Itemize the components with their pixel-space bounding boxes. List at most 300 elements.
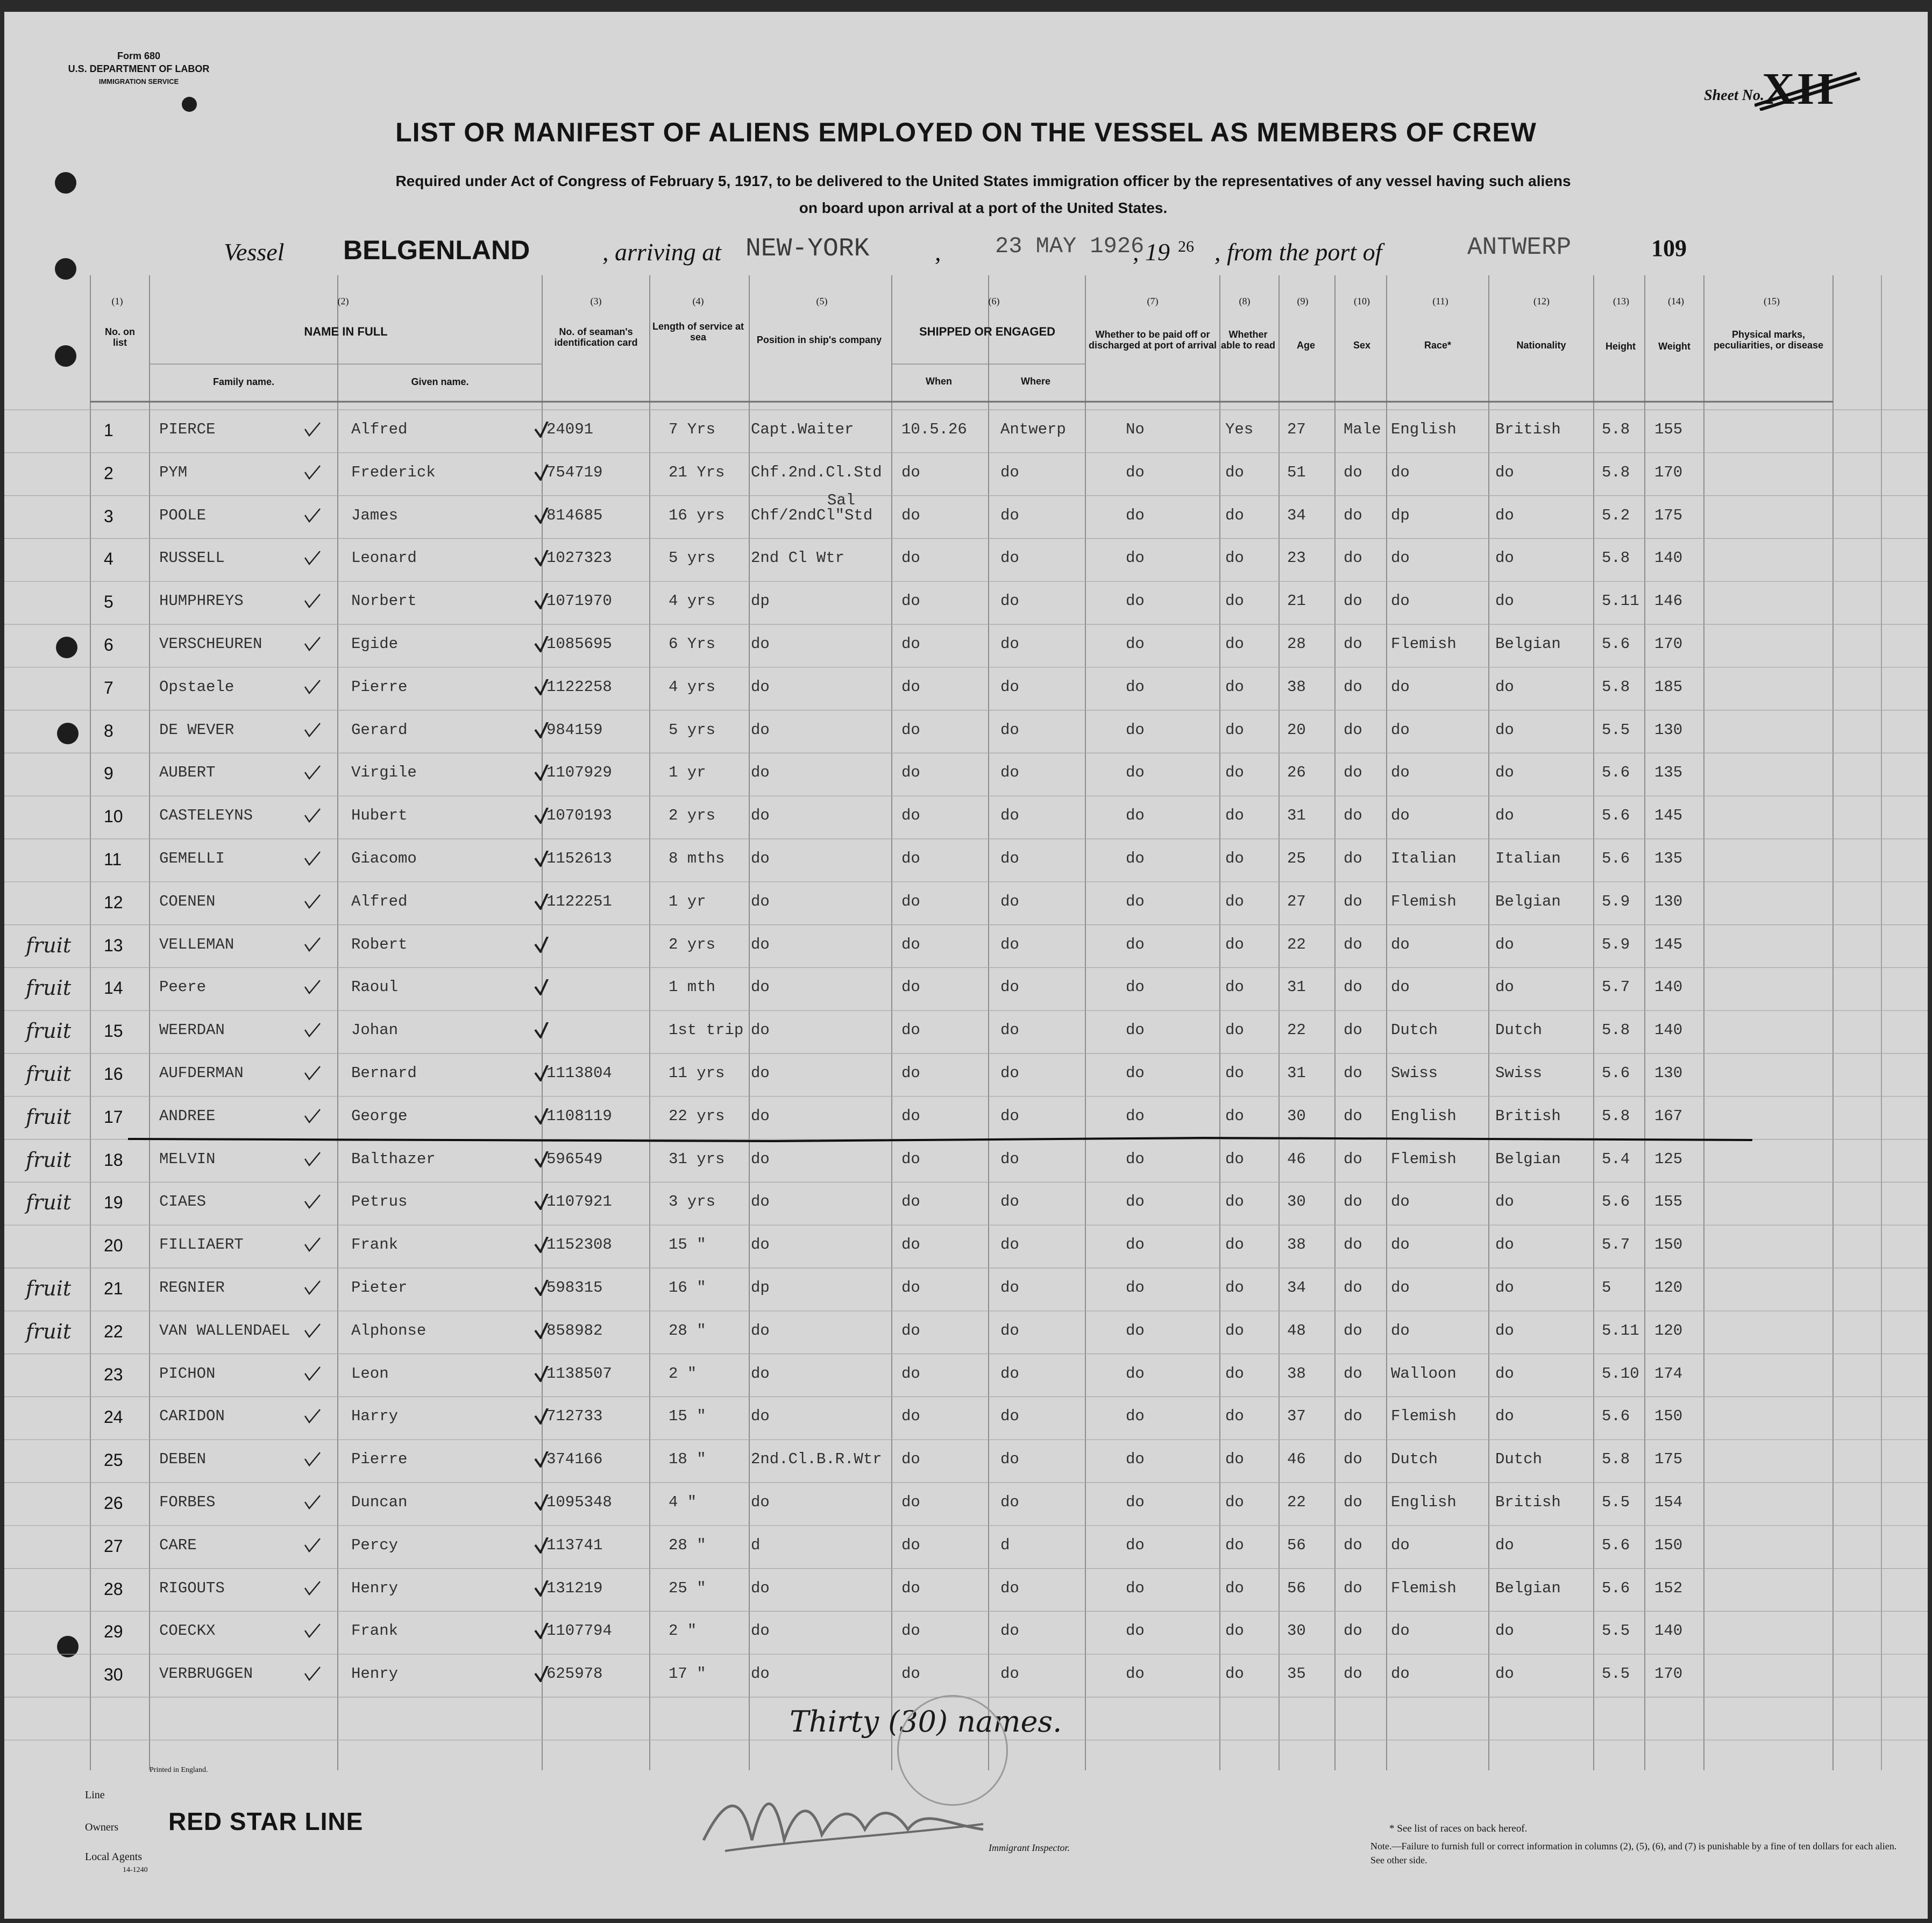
sex: do (1344, 978, 1362, 996)
shipped-when: do (901, 1279, 920, 1297)
height: 5.6 (1602, 1579, 1630, 1597)
check-mark-icon (534, 979, 553, 995)
age: 37 (1287, 1407, 1306, 1426)
position: do (751, 1107, 770, 1125)
margin-note: fruit (26, 1148, 72, 1172)
age: 34 (1287, 1279, 1306, 1297)
paid-off: do (1126, 807, 1145, 825)
age: 38 (1287, 1364, 1306, 1383)
row-number: 11 (104, 850, 122, 869)
id-card-number: 1113804 (546, 1064, 612, 1082)
age: 30 (1287, 1193, 1306, 1211)
able-to-read: do (1225, 1064, 1244, 1082)
given-name: Balthazer (351, 1150, 436, 1168)
age: 27 (1287, 892, 1306, 910)
arriving-port: NEW-YORK (745, 234, 870, 263)
id-card-number: 1108119 (546, 1107, 612, 1125)
race: do (1391, 807, 1410, 825)
able-to-read: do (1225, 506, 1244, 524)
able-to-read: do (1225, 1622, 1244, 1640)
age: 56 (1287, 1579, 1306, 1597)
able-to-read: do (1225, 463, 1244, 481)
table-row (4, 1311, 1928, 1354)
service-length: 4 " (669, 1493, 697, 1511)
age: 31 (1287, 807, 1306, 825)
height: 5.6 (1602, 764, 1630, 782)
total-names-note: Thirty (30) names. (790, 1705, 1062, 1739)
family-name: POOLE (159, 506, 207, 524)
service-length: 16 " (669, 1279, 706, 1297)
paid-off: do (1126, 678, 1145, 696)
service-length: 18 " (669, 1450, 706, 1469)
table-row (4, 667, 1928, 710)
table-row (4, 1053, 1928, 1096)
nationality: Belgian (1495, 1150, 1561, 1168)
column-number: (15) (1764, 296, 1780, 307)
height: 5.10 (1602, 1364, 1639, 1383)
weight: 120 (1654, 1279, 1683, 1297)
position: do (751, 935, 770, 953)
nationality: do (1495, 678, 1514, 696)
able-to-read: do (1225, 1493, 1244, 1511)
table-row (4, 491, 1928, 539)
nationality: do (1495, 506, 1514, 524)
table-row (4, 1225, 1928, 1268)
check-mark-icon (303, 1494, 322, 1511)
header-name-in-full: NAME IN FULL (304, 325, 388, 338)
column-number: (7) (1147, 296, 1159, 307)
given-name: Pieter (351, 1279, 408, 1297)
row-number: 26 (104, 1493, 123, 1513)
header-weight: Weight (1658, 341, 1690, 352)
shipped-where: do (1000, 1236, 1019, 1254)
column-number: (8) (1239, 296, 1251, 307)
subtitle-line-1: Required under Act of Congress of February 5, 1917, to be delivered to the United States immigration officer by the representatives of any vessel having such aliens (395, 173, 1571, 189)
nationality: do (1495, 721, 1514, 739)
paid-off: do (1126, 1493, 1145, 1511)
shipped-when: do (901, 1450, 920, 1469)
check-mark-icon (534, 1022, 553, 1038)
check-mark-icon (303, 1194, 322, 1210)
id-card-number: 814685 (546, 506, 603, 524)
race: do (1391, 678, 1410, 696)
nationality: do (1495, 463, 1514, 481)
nationality: Swiss (1495, 1064, 1543, 1082)
shipped-when: do (901, 1236, 920, 1254)
position: Chf.2nd.Cl.Std (751, 463, 882, 481)
paid-off: do (1126, 1193, 1145, 1211)
check-mark-icon (303, 979, 322, 995)
paid-off: do (1126, 1536, 1145, 1554)
id-card-number: 598315 (546, 1279, 603, 1297)
page-subtitle (257, 168, 1709, 222)
family-name: COENEN (159, 892, 216, 910)
family-name: CARIDON (159, 1407, 225, 1426)
nationality: do (1495, 1364, 1514, 1383)
sex: do (1344, 1107, 1362, 1125)
shipped-where: do (1000, 1107, 1019, 1125)
id-card-number: 1138507 (546, 1364, 612, 1383)
service-length: 1 yr (669, 764, 706, 782)
paid-off: do (1126, 1407, 1145, 1426)
check-mark-icon (534, 636, 553, 652)
check-mark-icon (534, 1065, 553, 1081)
sex: Male (1344, 421, 1381, 438)
row-number: 19 (104, 1193, 123, 1213)
race-footnote: * See list of races on back hereof. (1389, 1823, 1528, 1834)
service-name: IMMIGRATION SERVICE (98, 77, 179, 86)
given-name: Egide (351, 635, 399, 653)
check-mark-icon (534, 937, 553, 953)
sex: do (1344, 1150, 1362, 1168)
margin-note: fruit (26, 1191, 72, 1215)
service-length: 6 Yrs (669, 635, 716, 653)
family-name: PIERCE (159, 421, 216, 438)
inspector-label: Immigrant Inspector. (989, 1842, 1070, 1853)
paid-off: do (1126, 1236, 1145, 1254)
table-row (4, 581, 1928, 624)
race: do (1391, 463, 1410, 481)
age: 22 (1287, 935, 1306, 953)
service-length: 7 Yrs (669, 421, 716, 438)
able-to-read: do (1225, 1193, 1244, 1211)
nationality: do (1495, 1665, 1514, 1683)
service-length: 3 yrs (669, 1193, 716, 1211)
row-number: 8 (104, 721, 113, 740)
check-mark-icon (534, 1108, 553, 1124)
sheet-number-scribble (1755, 68, 1862, 111)
shipped-where: do (1000, 1064, 1019, 1082)
nationality: do (1495, 1622, 1514, 1640)
sheet-label: Sheet No. (1704, 87, 1764, 104)
row-number: 14 (104, 978, 123, 998)
from-label: , from the port of (1214, 238, 1382, 266)
weight: 135 (1654, 850, 1683, 867)
header-able-read: Whether able to read (1220, 329, 1276, 351)
position: do (751, 1407, 770, 1426)
nationality: do (1495, 592, 1514, 610)
paid-off: do (1126, 1107, 1145, 1125)
age: 51 (1287, 463, 1306, 481)
sex: do (1344, 850, 1362, 867)
shipped-where: do (1000, 635, 1019, 653)
id-card-number: 1152613 (546, 850, 612, 867)
shipped-where: do (1000, 463, 1019, 481)
shipped-when: do (901, 892, 920, 910)
weight: 150 (1654, 1236, 1683, 1254)
position: do (751, 1364, 770, 1383)
id-card-number: 131219 (546, 1579, 603, 1597)
header-no-on-list: No. on list (105, 326, 135, 348)
table-row (4, 1139, 1928, 1183)
able-to-read: do (1225, 1236, 1244, 1254)
id-card-number: 596549 (546, 1150, 603, 1168)
table-row (4, 1397, 1928, 1440)
service-length: 17 " (669, 1665, 706, 1683)
paid-off: do (1126, 463, 1145, 481)
age: 21 (1287, 592, 1306, 610)
given-name: Gerard (351, 721, 408, 739)
given-name: Johan (351, 1021, 399, 1039)
sex: do (1344, 506, 1362, 524)
check-mark-icon (534, 1666, 553, 1682)
id-card-number: 858982 (546, 1321, 603, 1340)
header-race: Race* (1424, 340, 1452, 351)
height: 5.5 (1602, 1622, 1630, 1640)
height: 5.8 (1602, 421, 1630, 438)
weight: 130 (1654, 892, 1683, 910)
row-number: 9 (104, 764, 113, 784)
age: 25 (1287, 850, 1306, 867)
height: 5.8 (1602, 1107, 1630, 1125)
age: 38 (1287, 678, 1306, 696)
able-to-read: do (1225, 1536, 1244, 1554)
paid-off: do (1126, 1321, 1145, 1340)
given-name: Henry (351, 1665, 399, 1683)
id-card-number: 1095348 (546, 1493, 612, 1511)
row-number: 10 (104, 807, 123, 827)
row-number: 1 (104, 421, 113, 440)
punch-hole (55, 172, 76, 194)
sex: do (1344, 635, 1362, 653)
check-mark-icon (534, 722, 553, 738)
paid-off: do (1126, 1279, 1145, 1297)
age: 38 (1287, 1236, 1306, 1254)
nationality: do (1495, 935, 1514, 953)
nationality: do (1495, 764, 1514, 782)
given-name: Alfred (351, 892, 408, 910)
family-name: GEMELLI (159, 850, 225, 867)
shipped-when: do (901, 935, 920, 953)
able-to-read: do (1225, 1150, 1244, 1168)
sex: do (1344, 1665, 1362, 1683)
table-row (4, 410, 1928, 453)
race: Dutch (1391, 1021, 1438, 1039)
family-name: FORBES (159, 1493, 216, 1511)
height: 5.5 (1602, 1493, 1630, 1511)
age: 48 (1287, 1321, 1306, 1340)
weight: 174 (1654, 1364, 1683, 1383)
agents-label: Local Agents (85, 1851, 143, 1863)
weight: 170 (1654, 1665, 1683, 1683)
row-number: 13 (104, 935, 123, 955)
check-mark-icon (303, 1022, 322, 1038)
check-mark-icon (534, 1451, 553, 1468)
given-name: Raoul (351, 978, 399, 996)
nationality: Belgian (1495, 892, 1561, 910)
shipped-where: do (1000, 807, 1019, 825)
shipped-where: do (1000, 1193, 1019, 1211)
height: 5.6 (1602, 807, 1630, 825)
table-row (4, 538, 1928, 581)
id-card-number: 1071970 (546, 592, 612, 610)
shipped-when: do (901, 1493, 920, 1511)
weight: 140 (1654, 978, 1683, 996)
shipped-when: do (901, 506, 920, 524)
position: do (751, 807, 770, 825)
family-name: DE WEVER (159, 721, 235, 739)
paid-off: do (1126, 1579, 1145, 1597)
position: do (751, 892, 770, 910)
paid-off: do (1126, 1622, 1145, 1640)
weight: 135 (1654, 764, 1683, 782)
race: Walloon (1391, 1364, 1457, 1383)
family-name: DEBEN (159, 1450, 207, 1469)
row-number: 5 (104, 592, 113, 612)
given-name: George (351, 1107, 408, 1125)
id-card-number: 754719 (546, 463, 603, 481)
date-stamp: 23 MAY 1926 (995, 233, 1145, 259)
shipped-when: do (901, 807, 920, 825)
header-when: When (926, 376, 952, 387)
shipped-when: do (901, 1064, 920, 1082)
sex: do (1344, 1407, 1362, 1426)
nationality: British (1495, 421, 1561, 438)
shipped-where: do (1000, 1021, 1019, 1039)
shipped-when: do (901, 678, 920, 696)
nationality: do (1495, 1321, 1514, 1340)
row-number: 29 (104, 1622, 123, 1642)
sex: do (1344, 1364, 1362, 1383)
check-mark-icon (534, 422, 553, 438)
shipped-where: do (1000, 1579, 1019, 1597)
shipped-when: do (901, 1107, 920, 1125)
row-number: 25 (104, 1450, 123, 1470)
check-mark-icon (534, 1408, 553, 1425)
column-number: (12) (1533, 296, 1550, 307)
row-number: 6 (104, 635, 113, 654)
service-length: 2 " (669, 1364, 697, 1383)
race: Flemish (1391, 892, 1457, 910)
given-name: Pierre (351, 678, 408, 696)
row-number: 28 (104, 1579, 123, 1599)
able-to-read: do (1225, 1665, 1244, 1683)
given-name: Frank (351, 1622, 399, 1640)
weight: 120 (1654, 1321, 1683, 1340)
shipped-where: do (1000, 506, 1019, 524)
age: 31 (1287, 1064, 1306, 1082)
weight: 154 (1654, 1493, 1683, 1511)
check-mark-icon (303, 808, 322, 824)
column-number: (5) (816, 296, 828, 307)
service-length: 4 yrs (669, 678, 716, 696)
sex: do (1344, 1064, 1362, 1082)
table-row (4, 967, 1928, 1010)
service-length: 2 " (669, 1622, 697, 1640)
paid-off: do (1126, 764, 1145, 782)
comma-separator: , (935, 238, 941, 266)
row-number: 21 (104, 1279, 123, 1298)
age: 22 (1287, 1021, 1306, 1039)
column-number: (4) (692, 296, 704, 307)
id-card-number: 24091 (546, 421, 594, 438)
position: do (751, 1622, 770, 1640)
able-to-read: Yes (1225, 421, 1254, 438)
nationality: do (1495, 1407, 1514, 1426)
service-length: 2 yrs (669, 935, 716, 953)
shipped-when: do (901, 1579, 920, 1597)
position: d (751, 1536, 761, 1554)
service-length: 5 yrs (669, 549, 716, 567)
id-card-number: 984159 (546, 721, 603, 739)
service-length: 21 Yrs (669, 463, 725, 481)
check-mark-icon (303, 1580, 322, 1597)
position: 2nd Cl Wtr (751, 549, 845, 567)
height: 5.6 (1602, 1407, 1630, 1426)
id-card-number: 1152308 (546, 1236, 612, 1254)
nationality: British (1495, 1107, 1561, 1125)
shipped-where: do (1000, 592, 1019, 610)
nationality: British (1495, 1493, 1561, 1511)
age: 20 (1287, 721, 1306, 739)
shipped-when: do (901, 1021, 920, 1039)
shipped-when: do (901, 1364, 920, 1383)
position: do (751, 850, 770, 867)
able-to-read: do (1225, 1450, 1244, 1469)
position: do (751, 1064, 770, 1082)
position: do (751, 1579, 770, 1597)
shipped-where: do (1000, 1279, 1019, 1297)
height: 5.4 (1602, 1150, 1630, 1168)
position: do (751, 764, 770, 782)
age: 30 (1287, 1622, 1306, 1640)
margin-note: fruit (26, 976, 72, 1000)
height: 5.8 (1602, 1021, 1630, 1039)
row-number: 22 (104, 1321, 123, 1341)
check-mark-icon (534, 550, 553, 566)
race: dp (1391, 506, 1410, 524)
arriving-label: , arriving at (602, 238, 722, 266)
shipped-when: do (901, 1321, 920, 1340)
height: 5.8 (1602, 549, 1630, 567)
given-name: Alfred (351, 421, 408, 438)
check-mark-icon (534, 894, 553, 910)
given-name: Virgile (351, 764, 417, 782)
table-row (4, 796, 1928, 839)
check-mark-icon (534, 1623, 553, 1639)
height: 5 (1602, 1279, 1611, 1297)
family-name: VERSCHEUREN (159, 635, 262, 653)
line-label: Line (85, 1789, 105, 1801)
check-mark-icon (303, 1151, 322, 1167)
check-mark-icon (303, 894, 322, 910)
nationality: do (1495, 1236, 1514, 1254)
sex: do (1344, 549, 1362, 567)
weight: 150 (1654, 1407, 1683, 1426)
family-name: CASTELEYNS (159, 807, 253, 825)
sex: do (1344, 1493, 1362, 1511)
subtitle-line-2: on board upon arrival at a port of the United States. (799, 200, 1168, 216)
year-value: 26 (1178, 238, 1194, 255)
table-row (4, 1611, 1928, 1654)
row-number: 7 (104, 678, 113, 697)
sex: do (1344, 764, 1362, 782)
position: do (751, 1193, 770, 1211)
weight: 175 (1654, 1450, 1683, 1469)
shipped-where: d (1000, 1536, 1010, 1554)
weight: 167 (1654, 1107, 1683, 1125)
age: 56 (1287, 1536, 1306, 1554)
family-name: AUBERT (159, 764, 216, 782)
weight: 146 (1654, 592, 1683, 610)
age: 46 (1287, 1150, 1306, 1168)
shipped-where: do (1000, 1450, 1019, 1469)
table-row (4, 882, 1928, 925)
table-row (4, 1010, 1928, 1053)
race: do (1391, 721, 1410, 739)
age: 22 (1287, 1493, 1306, 1511)
height: 5.6 (1602, 1536, 1630, 1554)
